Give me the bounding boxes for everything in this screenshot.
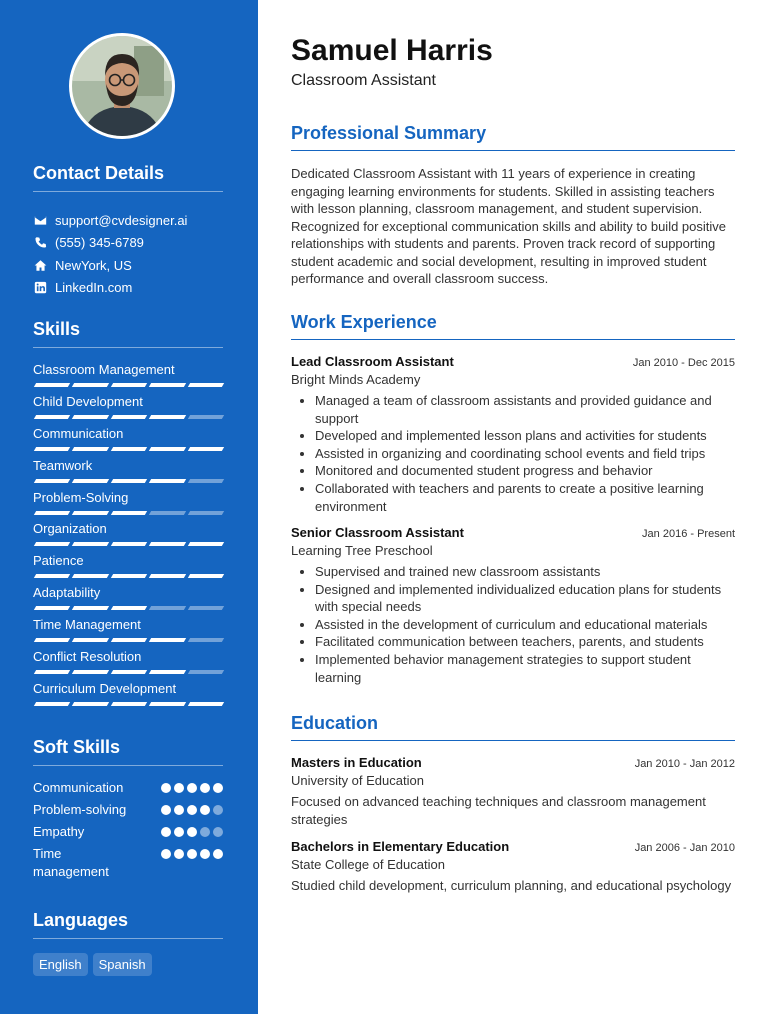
rating-dot bbox=[161, 805, 171, 815]
candidate-role: Classroom Assistant bbox=[291, 72, 436, 89]
contact-heading: Contact Details bbox=[33, 163, 223, 192]
skill-level-segment bbox=[149, 479, 186, 483]
skills-list bbox=[33, 362, 223, 713]
skill-level-segment bbox=[72, 447, 109, 451]
soft-skill-item bbox=[33, 823, 223, 841]
skill-item bbox=[33, 649, 223, 681]
skill-level-segment bbox=[111, 511, 148, 515]
soft-skill-name: Problem-solving bbox=[33, 802, 127, 817]
profile-photo bbox=[69, 33, 175, 139]
skill-level-segment bbox=[34, 447, 71, 451]
job-bullet: • Managed a team of classroom assistants and provided guidance and support bbox=[315, 392, 735, 427]
soft-skill-item bbox=[33, 779, 223, 797]
skill-level-bar bbox=[34, 542, 224, 546]
job-bullets bbox=[291, 392, 735, 515]
skill-level-bar bbox=[34, 415, 224, 419]
rating-dot bbox=[174, 827, 184, 837]
skill-item bbox=[33, 585, 223, 617]
skill-level-segment bbox=[111, 479, 148, 483]
envelope-icon bbox=[33, 213, 47, 227]
job-bullet: • Assisted in the development of curriculum and educational materials bbox=[315, 616, 735, 634]
skill-level-bar bbox=[34, 638, 224, 642]
skill-name: Conflict Resolution bbox=[33, 649, 142, 665]
sidebar bbox=[0, 0, 258, 1014]
skill-level-segment bbox=[72, 511, 109, 515]
job-bullet: • Developed and implemented lesson plans and activities for students bbox=[315, 427, 735, 445]
skill-level-bar bbox=[34, 511, 224, 515]
skill-level-segment bbox=[72, 606, 109, 610]
skill-level-segment bbox=[34, 638, 71, 642]
soft-skill-item bbox=[33, 801, 223, 819]
skill-level-segment bbox=[187, 638, 224, 642]
job-title: Senior Classroom Assistant bbox=[291, 525, 464, 540]
skill-level-bar bbox=[34, 702, 224, 706]
skill-level-segment bbox=[149, 606, 186, 610]
soft-skill-name: Communication bbox=[33, 780, 124, 795]
skill-level-bar bbox=[34, 447, 224, 451]
soft-skill-name: Empathy bbox=[33, 824, 85, 839]
contact-location-text: NewYork, US bbox=[55, 257, 132, 273]
skill-item bbox=[33, 553, 223, 585]
education-entry bbox=[291, 755, 735, 829]
contact-phone-text: (555) 345-6789 bbox=[55, 235, 144, 251]
job-bullet: • Facilitated communication between teachers, parents, and students bbox=[315, 633, 735, 651]
skill-level-segment bbox=[149, 702, 186, 706]
rating-dot bbox=[161, 827, 171, 837]
skill-level-segment bbox=[111, 702, 148, 706]
summary-heading: Professional Summary bbox=[291, 123, 735, 151]
contact-list bbox=[33, 209, 233, 299]
skill-level-segment bbox=[72, 702, 109, 706]
skill-name: Organization bbox=[33, 521, 107, 537]
rating-dot bbox=[213, 849, 223, 859]
skill-level-segment bbox=[149, 574, 186, 578]
job-bullet: • Assisted in organizing and coordinating school events and field trips bbox=[315, 445, 735, 463]
skill-level-segment bbox=[111, 447, 148, 451]
skill-item bbox=[33, 458, 223, 490]
skill-name: Curriculum Development bbox=[33, 680, 177, 696]
job-header bbox=[291, 525, 735, 540]
skill-item bbox=[33, 521, 223, 553]
education-school: University of Education bbox=[291, 773, 424, 788]
job-company: Bright Minds Academy bbox=[291, 372, 421, 387]
avatar bbox=[72, 36, 172, 136]
skill-name: Time Management bbox=[33, 617, 141, 633]
home-icon bbox=[33, 258, 47, 272]
summary-text: Dedicated Classroom Assistant with 11 years of experience in creating engaging learning environments for students. Skilled in assisting teachers with lesson planning, classroom management, and student supervision. Recognized for exceptional communication skills and ability to build positive relationships with students and parents. Proven track record of supporting student academic and social development, resulting in improved student performance and overall classroom success. bbox=[291, 166, 727, 286]
contact-email[interactable] bbox=[33, 209, 233, 232]
job-date: Jan 2010 - Dec 2015 bbox=[632, 357, 735, 369]
skill-level-segment bbox=[34, 702, 71, 706]
skill-level-segment bbox=[149, 415, 186, 419]
skill-item bbox=[33, 617, 223, 649]
skill-level-segment bbox=[72, 638, 109, 642]
contact-linkedin-text: LinkedIn.com bbox=[55, 280, 133, 296]
rating-dot bbox=[200, 827, 210, 837]
skill-level-segment bbox=[34, 415, 71, 419]
rating-dot bbox=[213, 783, 223, 793]
skill-level-segment bbox=[34, 383, 71, 387]
skill-level-segment bbox=[34, 479, 71, 483]
phone-icon bbox=[33, 236, 47, 250]
job-date: Jan 2016 - Present bbox=[642, 528, 735, 540]
soft-skill-rating bbox=[161, 783, 223, 793]
job-header bbox=[291, 354, 735, 369]
rating-dot bbox=[174, 805, 184, 815]
languages-list bbox=[33, 953, 152, 976]
skill-item bbox=[33, 362, 223, 394]
skill-level-segment bbox=[72, 542, 109, 546]
skill-name: Patience bbox=[33, 553, 84, 569]
skill-level-segment bbox=[187, 606, 224, 610]
education-date: Jan 2006 - Jan 2010 bbox=[634, 842, 735, 854]
job-bullet: • Collaborated with teachers and parents to create a positive learning environment bbox=[315, 480, 735, 515]
soft-skill-rating bbox=[161, 849, 223, 859]
skill-level-segment bbox=[187, 511, 224, 515]
skill-name: Child Development bbox=[33, 393, 143, 409]
rating-dot bbox=[187, 849, 197, 859]
skill-item bbox=[33, 394, 223, 426]
job-bullet: • Implemented behavior management strategies to support student learning bbox=[315, 651, 735, 686]
rating-dot bbox=[200, 783, 210, 793]
skill-level-segment bbox=[111, 574, 148, 578]
skill-level-segment bbox=[187, 702, 224, 706]
skill-level-segment bbox=[149, 638, 186, 642]
skill-level-segment bbox=[187, 415, 224, 419]
skill-level-segment bbox=[187, 383, 224, 387]
skill-level-segment bbox=[34, 511, 71, 515]
language-tag: English bbox=[33, 953, 88, 976]
skill-level-segment bbox=[187, 447, 224, 451]
rating-dot bbox=[213, 827, 223, 837]
rating-dot bbox=[187, 827, 197, 837]
rating-dot bbox=[200, 849, 210, 859]
candidate-name: Samuel Harris bbox=[291, 34, 493, 67]
job-title: Lead Classroom Assistant bbox=[291, 354, 454, 369]
contact-phone[interactable] bbox=[33, 232, 233, 255]
skill-level-segment bbox=[187, 479, 224, 483]
contact-linkedin[interactable] bbox=[33, 277, 233, 300]
skill-level-segment bbox=[149, 383, 186, 387]
education-header bbox=[291, 755, 735, 770]
skill-level-segment bbox=[72, 479, 109, 483]
skill-level-segment bbox=[111, 606, 148, 610]
skill-name: Communication bbox=[33, 425, 124, 441]
rating-dot bbox=[213, 805, 223, 815]
skill-name: Problem-Solving bbox=[33, 489, 129, 505]
rating-dot bbox=[161, 783, 171, 793]
skills-heading: Skills bbox=[33, 319, 223, 348]
skill-name: Classroom Management bbox=[33, 362, 175, 377]
skill-level-segment bbox=[187, 670, 224, 674]
skill-level-segment bbox=[187, 574, 224, 578]
rating-dot bbox=[174, 849, 184, 859]
skill-name: Adaptability bbox=[33, 585, 101, 601]
contact-location bbox=[33, 254, 233, 277]
skill-level-segment bbox=[111, 383, 148, 387]
skill-item bbox=[33, 490, 223, 522]
job-bullet: • Supervised and trained new classroom assistants bbox=[315, 563, 735, 581]
job-entry bbox=[291, 354, 735, 515]
skill-level-segment bbox=[34, 670, 71, 674]
skill-level-segment bbox=[187, 542, 224, 546]
skill-level-segment bbox=[111, 670, 148, 674]
skill-level-segment bbox=[72, 574, 109, 578]
soft-skill-rating bbox=[161, 805, 223, 815]
skill-level-segment bbox=[149, 447, 186, 451]
job-company: Learning Tree Preschool bbox=[291, 543, 433, 558]
education-entry bbox=[291, 839, 735, 895]
skill-item bbox=[33, 426, 223, 458]
rating-dot bbox=[200, 805, 210, 815]
job-bullet: • Monitored and documented student progress and behavior bbox=[315, 462, 735, 480]
skill-level-bar bbox=[34, 606, 224, 610]
job-bullet: • Designed and implemented individualized education plans for students with special needs bbox=[315, 581, 735, 616]
soft-skill-rating bbox=[161, 827, 223, 837]
education-school: State College of Education bbox=[291, 857, 445, 872]
soft-skills-list bbox=[33, 779, 223, 885]
rating-dot bbox=[187, 805, 197, 815]
skill-level-segment bbox=[149, 511, 186, 515]
skill-level-segment bbox=[111, 638, 148, 642]
soft-skills-heading: Soft Skills bbox=[33, 737, 223, 766]
rating-dot bbox=[174, 783, 184, 793]
education-header bbox=[291, 839, 735, 854]
skill-item bbox=[33, 681, 223, 713]
rating-dot bbox=[187, 783, 197, 793]
education-date: Jan 2010 - Jan 2012 bbox=[634, 758, 735, 770]
education-heading: Education bbox=[291, 713, 735, 741]
languages-heading: Languages bbox=[33, 910, 223, 939]
skill-level-segment bbox=[111, 415, 148, 419]
skill-level-segment bbox=[72, 415, 109, 419]
skill-name: Teamwork bbox=[33, 457, 93, 473]
soft-skill-item bbox=[33, 845, 223, 881]
education-description: Studied child development, curriculum planning, and educational psychology bbox=[291, 878, 732, 893]
skill-level-segment bbox=[149, 542, 186, 546]
skill-level-bar bbox=[34, 383, 224, 387]
education-degree: Bachelors in Elementary Education bbox=[291, 839, 510, 854]
skill-level-segment bbox=[34, 574, 71, 578]
education-degree: Masters in Education bbox=[291, 755, 422, 770]
linkedin-icon bbox=[33, 281, 47, 295]
education-description: Focused on advanced teaching techniques and classroom management strategies bbox=[291, 794, 706, 827]
experience-heading: Work Experience bbox=[291, 312, 735, 340]
job-entry bbox=[291, 525, 735, 686]
rating-dot bbox=[161, 849, 171, 859]
skill-level-segment bbox=[149, 670, 186, 674]
skill-level-segment bbox=[111, 542, 148, 546]
language-tag: Spanish bbox=[93, 953, 152, 976]
job-bullets bbox=[291, 563, 735, 686]
skill-level-bar bbox=[34, 574, 224, 578]
soft-skill-name: Time management bbox=[33, 846, 109, 879]
skill-level-bar bbox=[34, 479, 224, 483]
contact-email-text: support@cvdesigner.ai bbox=[55, 212, 188, 228]
skill-level-segment bbox=[34, 542, 71, 546]
skill-level-bar bbox=[34, 670, 224, 674]
skill-level-segment bbox=[72, 670, 109, 674]
skill-level-segment bbox=[34, 606, 71, 610]
skill-level-segment bbox=[72, 383, 109, 387]
